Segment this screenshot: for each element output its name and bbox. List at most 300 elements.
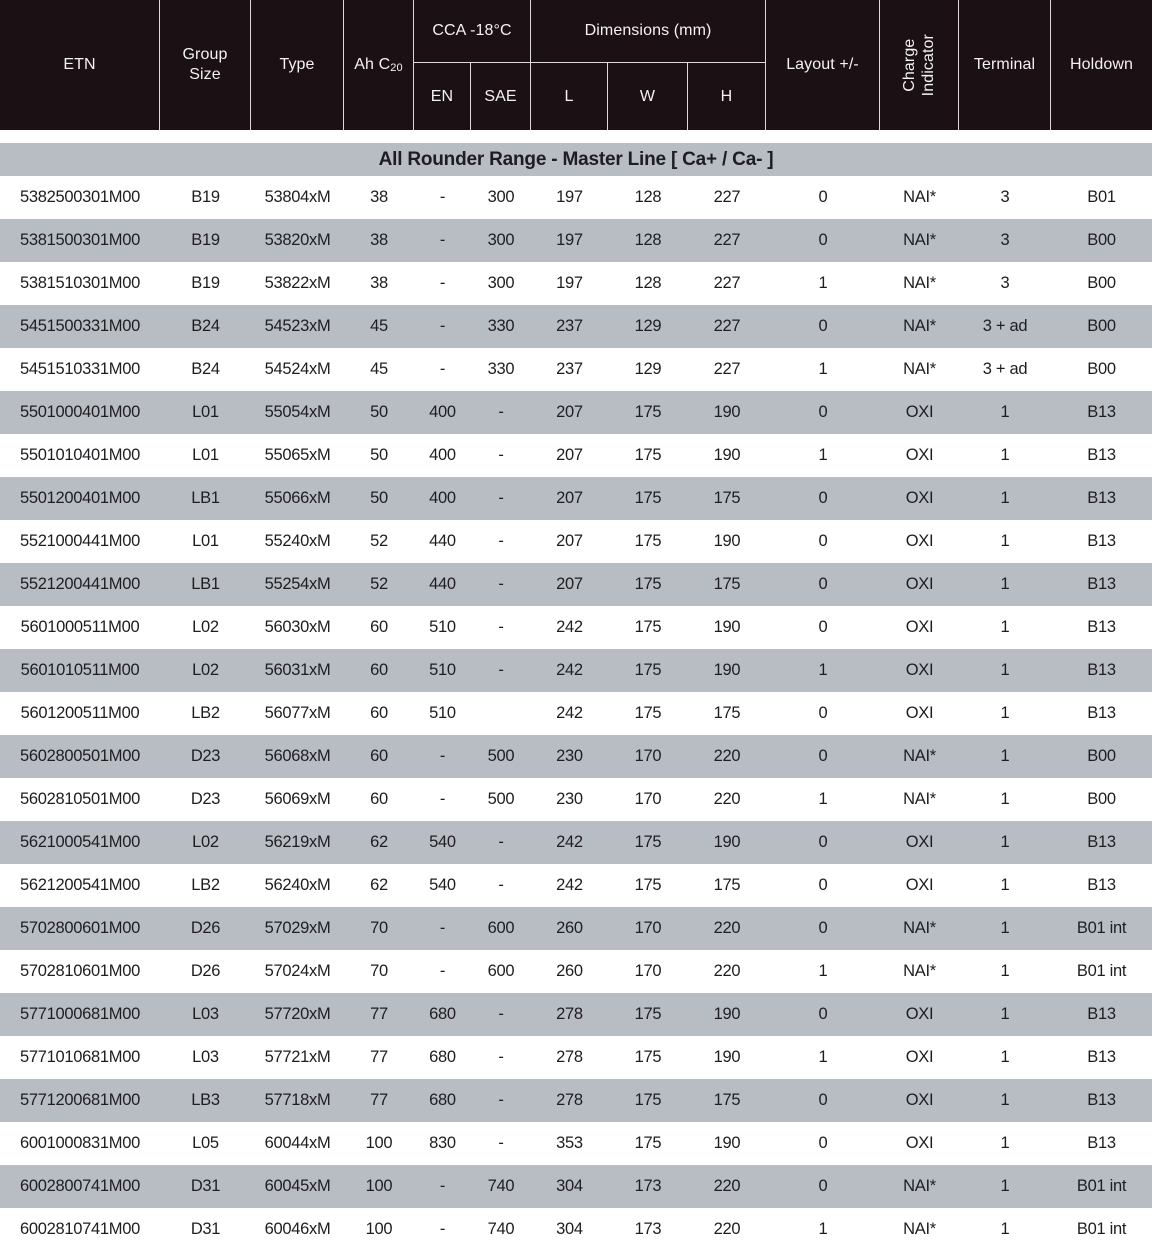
cell-group_size: L02	[192, 618, 219, 636]
cell-h: 227	[713, 317, 741, 335]
cell-layout: 0	[818, 876, 828, 894]
cell-sae: 600	[487, 962, 515, 980]
cell-w: 175	[634, 833, 662, 851]
cell-terminal: 1	[1000, 489, 1010, 507]
cell-en: 400	[429, 403, 456, 421]
cell-type: 53804xM	[264, 188, 331, 206]
cell-holdown: B13	[1087, 1091, 1116, 1109]
cell-layout: 0	[818, 317, 828, 335]
cell-en: -	[439, 790, 446, 808]
cell-group_size: LB2	[191, 704, 220, 722]
table-row	[0, 434, 1152, 477]
cell-w: 175	[634, 532, 662, 550]
ah-label: Ah C	[354, 56, 391, 73]
cell-l: 207	[556, 575, 583, 593]
cell-w: 173	[634, 1177, 662, 1195]
table-row	[0, 1208, 1152, 1251]
cell-l: 242	[556, 704, 583, 722]
cell-terminal: 1	[1000, 790, 1010, 808]
cell-ah: 52	[370, 532, 388, 550]
cell-type: 57718xM	[264, 1091, 331, 1109]
cell-charge_indicator: NAI*	[903, 1220, 936, 1238]
cell-type: 55065xM	[264, 446, 331, 464]
cell-charge_indicator: OXI	[905, 1091, 934, 1109]
cell-type: 54524xM	[264, 360, 331, 378]
col-header-en: EN	[414, 63, 471, 130]
cell-en: -	[439, 360, 446, 378]
cell-l: 260	[556, 962, 583, 980]
cell-type: 57720xM	[264, 1005, 331, 1023]
cell-terminal: 1	[1000, 618, 1010, 636]
cell-charge_indicator: NAI*	[903, 188, 936, 206]
cell-l: 242	[556, 833, 583, 851]
cell-etn: 5602800501M00	[20, 747, 140, 765]
col-header-type: Type	[251, 0, 344, 130]
cell-etn: 5501000401M00	[20, 403, 140, 421]
cell-etn: 5382500301M00	[20, 188, 140, 206]
cell-en: 680	[429, 1091, 456, 1109]
cell-terminal: 1	[1000, 446, 1010, 464]
cell-ah: 77	[370, 1091, 388, 1109]
cell-charge_indicator: NAI*	[903, 274, 936, 292]
cell-en: -	[439, 919, 446, 937]
cell-layout: 0	[818, 489, 828, 507]
cell-h: 220	[713, 790, 741, 808]
cell-type: 60046xM	[264, 1220, 331, 1238]
cell-holdown: B00	[1087, 360, 1116, 378]
cell-type: 54523xM	[264, 317, 331, 335]
cell-sae: 330	[487, 360, 515, 378]
cell-w: 129	[634, 360, 662, 378]
cell-holdown: B01 int	[1076, 962, 1127, 980]
cell-ah: 62	[370, 833, 388, 851]
cell-type: 60044xM	[264, 1134, 331, 1152]
cell-type: 60045xM	[264, 1177, 331, 1195]
table-row	[0, 735, 1152, 778]
cell-layout: 0	[818, 747, 828, 765]
cell-sae: 300	[487, 188, 515, 206]
cell-h: 190	[713, 532, 741, 550]
table-header	[0, 0, 1152, 130]
cell-group_size: L01	[192, 532, 219, 550]
cell-sae: -	[498, 876, 504, 894]
cell-etn: 5601010511M00	[20, 661, 140, 679]
cell-terminal: 1	[1000, 876, 1010, 894]
cell-w: 175	[634, 661, 662, 679]
cell-terminal: 1	[1000, 1134, 1010, 1152]
table-row	[0, 1079, 1152, 1122]
cell-terminal: 1	[1000, 833, 1010, 851]
cell-ah: 100	[365, 1134, 393, 1152]
col-header-height: H	[688, 63, 766, 130]
cell-ah: 50	[370, 403, 388, 421]
cell-ah: 50	[370, 446, 388, 464]
cell-etn: 5702800601M00	[20, 919, 140, 937]
cell-en: 680	[429, 1048, 456, 1066]
cell-h: 220	[713, 747, 741, 765]
cell-type: 56030xM	[264, 618, 331, 636]
ah-subscript: 20	[390, 62, 403, 75]
cell-en: 680	[429, 1005, 456, 1023]
cell-l: 278	[556, 1091, 583, 1109]
cell-layout: 0	[818, 532, 828, 550]
cell-charge_indicator: OXI	[905, 532, 934, 550]
col-header-sae: SAE	[471, 63, 531, 130]
cell-h: 227	[713, 274, 741, 292]
cell-terminal: 3	[1000, 231, 1010, 249]
cell-h: 220	[713, 1177, 741, 1195]
cell-charge_indicator: OXI	[905, 704, 934, 722]
cell-charge_indicator: OXI	[905, 1005, 934, 1023]
cell-w: 175	[634, 489, 662, 507]
cell-layout: 0	[818, 1091, 828, 1109]
cell-terminal: 1	[1000, 704, 1010, 722]
cell-type: 55066xM	[264, 489, 331, 507]
cell-layout: 0	[818, 1177, 828, 1195]
cell-h: 175	[713, 704, 741, 722]
cell-charge_indicator: OXI	[905, 403, 934, 421]
cell-h: 175	[713, 575, 741, 593]
cell-etn: 5601000511M00	[20, 618, 140, 636]
table-row	[0, 1036, 1152, 1079]
cell-charge_indicator: OXI	[905, 1134, 934, 1152]
cell-terminal: 1	[1000, 1048, 1010, 1066]
cell-h: 175	[713, 1091, 741, 1109]
table-row	[0, 477, 1152, 520]
cell-en: 830	[429, 1134, 456, 1152]
cell-etn: 5771200681M00	[20, 1091, 140, 1109]
cell-group_size: D26	[190, 919, 221, 937]
cell-w: 128	[634, 231, 662, 249]
cell-l: 207	[556, 532, 583, 550]
table-row	[0, 176, 1152, 219]
cell-ah: 60	[370, 704, 388, 722]
cell-etn: 5381510301M00	[20, 274, 140, 292]
table-row	[0, 821, 1152, 864]
cell-l: 278	[556, 1005, 583, 1023]
cell-layout: 0	[818, 1134, 828, 1152]
col-header-layout: Layout +/-	[766, 0, 880, 130]
cell-h: 190	[713, 1048, 741, 1066]
cell-en: 510	[429, 618, 456, 636]
table-row	[0, 219, 1152, 262]
cell-etn: 5702810601M00	[20, 962, 140, 980]
cell-l: 242	[556, 876, 583, 894]
cell-etn: 5602810501M00	[20, 790, 140, 808]
cell-en: 540	[429, 876, 456, 894]
cell-holdown: B13	[1087, 446, 1116, 464]
cell-etn: 5601200511M00	[20, 704, 140, 722]
cell-sae: 500	[487, 790, 515, 808]
cell-w: 175	[634, 446, 662, 464]
cell-charge_indicator: NAI*	[903, 790, 936, 808]
cell-terminal: 1	[1000, 532, 1010, 550]
cell-w: 128	[634, 188, 662, 206]
cell-type: 56069xM	[264, 790, 331, 808]
cell-h: 190	[713, 618, 741, 636]
cell-w: 175	[634, 618, 662, 636]
cell-group_size: LB1	[191, 575, 220, 593]
cell-h: 190	[713, 661, 741, 679]
cell-l: 197	[556, 231, 583, 249]
cell-w: 129	[634, 317, 662, 335]
cell-h: 190	[713, 403, 741, 421]
cell-type: 55254xM	[264, 575, 331, 593]
cell-l: 260	[556, 919, 583, 937]
table-row	[0, 864, 1152, 907]
cell-charge_indicator: OXI	[905, 876, 934, 894]
cell-h: 190	[713, 1134, 741, 1152]
cell-terminal: 1	[1000, 962, 1010, 980]
cell-charge_indicator: NAI*	[903, 360, 936, 378]
cell-layout: 1	[818, 962, 828, 980]
cell-h: 190	[713, 1005, 741, 1023]
cell-group_size: D23	[190, 747, 221, 765]
cell-ah: 77	[370, 1048, 388, 1066]
cell-holdown: B13	[1087, 532, 1116, 550]
table-row	[0, 1165, 1152, 1208]
cell-l: 278	[556, 1048, 583, 1066]
cell-terminal: 1	[1000, 1177, 1010, 1195]
cell-holdown: B00	[1087, 747, 1116, 765]
col-header-terminal: Terminal	[959, 0, 1051, 130]
cell-group_size: B19	[191, 231, 220, 249]
cell-charge_indicator: OXI	[905, 1048, 934, 1066]
cell-charge_indicator: OXI	[905, 618, 934, 636]
cell-terminal: 1	[1000, 403, 1010, 421]
cell-charge_indicator: OXI	[905, 489, 934, 507]
col-header-ah-c20	[344, 0, 414, 130]
cell-l: 197	[556, 274, 583, 292]
cell-en: 440	[429, 532, 456, 550]
section-title: All Rounder Range - Master Line [ Ca+ / Ca- ]	[378, 148, 774, 170]
cell-holdown: B13	[1087, 704, 1116, 722]
cell-group_size: L01	[192, 446, 219, 464]
cell-layout: 1	[818, 274, 828, 292]
cell-en: -	[439, 317, 446, 335]
cell-type: 56077xM	[264, 704, 331, 722]
cell-layout: 0	[818, 188, 828, 206]
cell-w: 170	[634, 747, 662, 765]
cell-holdown: B00	[1087, 274, 1116, 292]
cell-group_size: D31	[190, 1177, 221, 1195]
cell-etn: 5501010401M00	[20, 446, 140, 464]
cell-w: 175	[634, 1005, 662, 1023]
cell-group_size: B24	[191, 360, 220, 378]
cell-charge_indicator: NAI*	[903, 1177, 936, 1195]
cell-l: 242	[556, 661, 583, 679]
cell-etn: 5621200541M00	[20, 876, 140, 894]
cell-h: 227	[713, 188, 741, 206]
header-gap	[0, 130, 1152, 143]
cell-ah: 50	[370, 489, 388, 507]
cell-l: 197	[556, 188, 583, 206]
cell-type: 55240xM	[264, 532, 331, 550]
cell-sae: -	[498, 446, 504, 464]
cell-w: 175	[634, 1048, 662, 1066]
table-row	[0, 649, 1152, 692]
cell-layout: 0	[818, 1005, 828, 1023]
cell-group_size: L03	[192, 1048, 219, 1066]
cell-group_size: D23	[190, 790, 221, 808]
cell-sae: 740	[487, 1220, 515, 1238]
cell-terminal: 3 + ad	[982, 317, 1028, 335]
cell-etn: 5451500331M00	[20, 317, 140, 335]
cell-holdown: B01 int	[1076, 919, 1127, 937]
cell-etn: 5621000541M00	[20, 833, 140, 851]
col-header-dimensions: Dimensions (mm)	[531, 0, 766, 63]
cell-type: 56031xM	[264, 661, 331, 679]
cell-layout: 1	[818, 446, 828, 464]
cell-holdown: B13	[1087, 489, 1116, 507]
cell-holdown: B13	[1087, 575, 1116, 593]
cell-w: 173	[634, 1220, 662, 1238]
cell-sae: -	[498, 833, 504, 851]
cell-group_size: L05	[192, 1134, 219, 1152]
cell-charge_indicator: NAI*	[903, 919, 936, 937]
section-header	[0, 143, 1152, 176]
cell-en: -	[439, 274, 446, 292]
cell-ah: 38	[370, 274, 388, 292]
cell-en: -	[439, 231, 446, 249]
cell-sae: 600	[487, 919, 515, 937]
cell-h: 175	[713, 489, 741, 507]
cell-charge_indicator: NAI*	[903, 317, 936, 335]
cell-ah: 60	[370, 661, 388, 679]
cell-holdown: B13	[1087, 661, 1116, 679]
cell-etn: 5521200441M00	[20, 575, 140, 593]
cell-en: 510	[429, 661, 456, 679]
cell-type: 57024xM	[264, 962, 331, 980]
cell-sae: 500	[487, 747, 515, 765]
cell-group_size: L01	[192, 403, 219, 421]
cell-etn: 5521000441M00	[20, 532, 140, 550]
cell-sae: -	[498, 575, 504, 593]
cell-sae: -	[498, 489, 504, 507]
table-body	[0, 176, 1152, 1251]
cell-l: 304	[556, 1177, 583, 1195]
cell-sae: -	[498, 1091, 504, 1109]
charge-indicator-rotated-label: Charge Indicator	[900, 33, 937, 97]
cell-l: 207	[556, 403, 583, 421]
cell-h: 220	[713, 1220, 741, 1238]
cell-type: 57029xM	[264, 919, 331, 937]
cell-ah: 52	[370, 575, 388, 593]
cell-l: 230	[556, 790, 583, 808]
table-row	[0, 520, 1152, 563]
col-header-etn: ETN	[0, 0, 160, 130]
cell-holdown: B13	[1087, 876, 1116, 894]
cell-group_size: D31	[190, 1220, 221, 1238]
cell-group_size: L02	[192, 833, 219, 851]
cell-sae: -	[498, 403, 504, 421]
cell-ah: 38	[370, 231, 388, 249]
cell-ah: 38	[370, 188, 388, 206]
cell-ah: 45	[370, 317, 388, 335]
cell-ah: 60	[370, 747, 388, 765]
cell-type: 57721xM	[264, 1048, 331, 1066]
cell-w: 175	[634, 1134, 662, 1152]
col-header-cca: CCA -18°C	[414, 0, 531, 63]
cell-group_size: LB2	[191, 876, 220, 894]
cell-type: 56240xM	[264, 876, 331, 894]
cell-en: 440	[429, 575, 456, 593]
cell-sae: -	[498, 661, 504, 679]
cell-ah: 60	[370, 618, 388, 636]
table-row	[0, 262, 1152, 305]
table-row	[0, 993, 1152, 1036]
cell-group_size: LB3	[191, 1091, 220, 1109]
cell-holdown: B13	[1087, 1134, 1116, 1152]
cell-sae: -	[498, 618, 504, 636]
cell-layout: 0	[818, 618, 828, 636]
cell-terminal: 1	[1000, 1091, 1010, 1109]
table-row	[0, 563, 1152, 606]
cell-l: 304	[556, 1220, 583, 1238]
cell-holdown: B01 int	[1076, 1177, 1127, 1195]
cell-w: 170	[634, 919, 662, 937]
cell-group_size: L03	[192, 1005, 219, 1023]
cell-layout: 0	[818, 575, 828, 593]
table-row	[0, 692, 1152, 735]
cell-charge_indicator: NAI*	[903, 747, 936, 765]
cell-type: 56219xM	[264, 833, 331, 851]
cell-h: 190	[713, 446, 741, 464]
cell-holdown: B13	[1087, 1005, 1116, 1023]
cell-w: 175	[634, 575, 662, 593]
cell-etn: 5501200401M00	[20, 489, 140, 507]
cell-w: 175	[634, 876, 662, 894]
cell-terminal: 1	[1000, 661, 1010, 679]
table-row	[0, 391, 1152, 434]
cell-w: 128	[634, 274, 662, 292]
cell-l: 237	[556, 317, 583, 335]
cell-layout: 0	[818, 919, 828, 937]
cell-type: 53820xM	[264, 231, 331, 249]
cell-holdown: B01 int	[1076, 1220, 1127, 1238]
cell-layout: 0	[818, 231, 828, 249]
cell-ah: 100	[365, 1220, 393, 1238]
cell-h: 190	[713, 833, 741, 851]
cell-l: 353	[556, 1134, 583, 1152]
cell-group_size: L02	[192, 661, 219, 679]
table-row	[0, 606, 1152, 649]
cell-l: 230	[556, 747, 583, 765]
cell-type: 55054xM	[264, 403, 331, 421]
cell-holdown: B01	[1087, 188, 1116, 206]
cell-group_size: LB1	[191, 489, 220, 507]
cell-etn: 5771010681M00	[20, 1048, 140, 1066]
cell-holdown: B13	[1087, 833, 1116, 851]
col-header-width: W	[608, 63, 688, 130]
cell-ah: 60	[370, 790, 388, 808]
cell-group_size: B19	[191, 274, 220, 292]
cell-etn: 5451510331M00	[20, 360, 140, 378]
cell-h: 220	[713, 962, 741, 980]
cell-en: 400	[429, 489, 456, 507]
cell-holdown: B13	[1087, 1048, 1116, 1066]
cell-terminal: 3	[1000, 274, 1010, 292]
col-header-group-size: Group Size	[160, 0, 251, 130]
cell-terminal: 1	[1000, 575, 1010, 593]
cell-layout: 1	[818, 661, 828, 679]
cell-sae: 300	[487, 231, 515, 249]
cell-w: 175	[634, 403, 662, 421]
cell-group_size: B19	[191, 188, 220, 206]
cell-etn: 6002800741M00	[20, 1177, 140, 1195]
cell-group_size: D26	[190, 962, 221, 980]
cell-charge_indicator: NAI*	[903, 231, 936, 249]
